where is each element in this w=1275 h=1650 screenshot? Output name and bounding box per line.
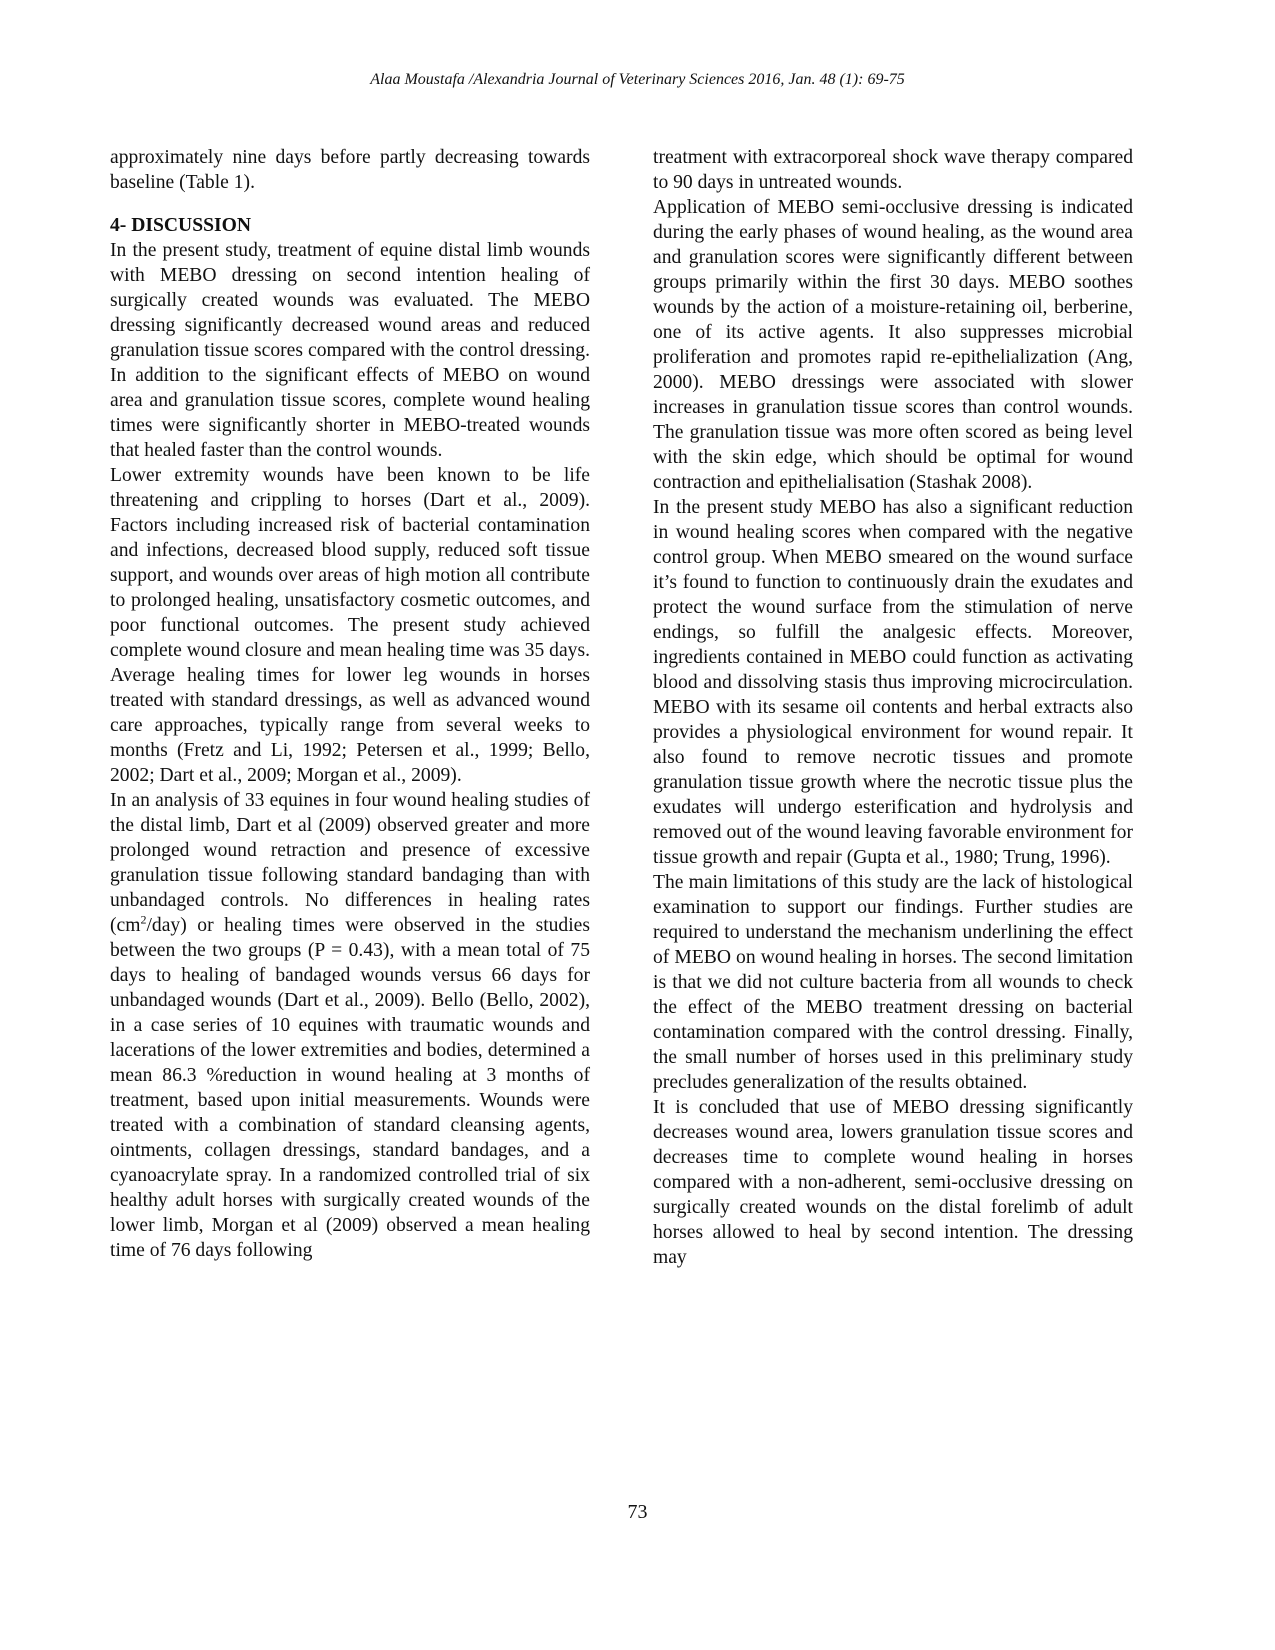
paragraph-text: In an analysis of 33 equines in four wound healing studies of the distal limb, Dart et al (2009) observed greater and more prolonged wound retraction and presence of excessive granulation tissue following standard bandaging than with unbandaged controls. No differences in healing rates (cm	[110, 790, 590, 936]
paragraph-continued: approximately nine days before partly decreasing towards baseline (Table 1).	[110, 147, 590, 193]
paragraph: In the present study MEBO has also a significant reduction in wound healing scores when compared with the negative control group. When MEBO smeared on the wound surface it’s found to function to continuously drain the exudates and protect the wound surface from the stimulation of nerve endings, so fulfill the analgesic effects. Moreover, ingredients contained in MEBO could function as activating blood and dissolving stasis thus improving microcirculation. MEBO with its sesame oil contents and herbal extracts also provides a physiological environment for wound repair. It also found to remove necrotic tissues and promote granulation tissue growth where the necrotic tissue plus the exudates will undergo esterification and hydrolysis and removed out of the wound leaving favorable environment for tissue growth and repair (Gupta et al., 1980; Trung, 1996).	[653, 497, 1133, 868]
paragraph: Lower extremity wounds have been known to be life threatening and crippling to horses (Dart et al., 2009). Factors including increased risk of bacterial contamination and infections, decreased blood supply, reduced soft tissue support, and wounds over areas of high motion all contribute to prolonged healing, unsatisfactory cosmetic outcomes, and poor functional outcomes. The present study achieved complete wound closure and mean healing time was 35 days. Average healing times for lower leg wounds in horses treated with standard dressings, as well as advanced wound care approaches, typically range from several weeks to months (Fretz and Li, 1992; Petersen et al., 1999; Bello, 2002; Dart et al., 2009; Morgan et al., 2009).	[110, 465, 590, 786]
superscript: 2	[140, 912, 147, 927]
paragraph: In the present study, treatment of equine distal limb wounds with MEBO dressing on second intention healing of surgically created wounds was evaluated. The MEBO dressing significantly decreased wound areas and reduced granulation tissue scores compared with the control dressing. In addition to the significant effects of MEBO on wound area and granulation tissue scores, complete wound healing times were significantly shorter in MEBO-treated wounds that healed faster than the control wounds.	[110, 240, 590, 461]
running-head: Alaa Moustafa /Alexandria Journal of Veterinary Sciences 2016, Jan. 48 (1): 69-75	[370, 71, 905, 88]
paragraph-continued: treatment with extracorporeal shock wave therapy compared to 90 days in untreated wounds.	[653, 147, 1133, 193]
paragraph: The main limitations of this study are the lack of histological examination to support our findings. Further studies are required to understand the mechanism underlining the effect of MEBO on wound healing in horses. The second limitation is that we did not culture bacteria from all wounds to check the effect of the MEBO treatment dressing on bacterial contamination compared with the control dressing. Finally, the small number of horses used in this preliminary study precludes generalization of the results obtained.	[653, 872, 1133, 1093]
paragraph-text: /day) or healing times were observed in the studies between the two groups (P = 0.43), with a mean total of 75 days to healing of bandaged wounds versus 66 days for unbandaged wounds (Dart et al., 2009). Bello (Bello, 2002), in a case series of 10 equines with traumatic wounds and lacerations of the lower extremities and bodies, determined a mean 86.3 %reduction in wound healing at 3 months of treatment, based upon initial measurements. Wounds were treated with a combination of standard cleansing agents, ointments, collagen dressings, standard bandages, and a cyanoacrylate spray. In a randomized controlled trial of six healthy adult horses with surgically created wounds of the lower limb, Morgan et al (2009) observed a mean healing time of 76 days following	[110, 915, 590, 1261]
left-column	[110, 145, 590, 1263]
right-column	[653, 145, 1133, 1270]
page-number: 73	[627, 1501, 648, 1523]
section-heading-discussion: 4- DISCUSSION	[110, 215, 252, 236]
paragraph: It is concluded that use of MEBO dressing significantly decreases wound area, lowers granulation tissue scores and decreases time to complete wound healing in horses compared with a non-adherent, semi-occlusive dressing on surgically created wounds on the distal forelimb of adult horses allowed to heal by second intention. The dressing may	[653, 1097, 1133, 1268]
paragraph	[110, 788, 590, 1263]
paragraph: Application of MEBO semi-occlusive dressing is indicated during the early phases of wound healing, as the wound area and granulation scores were significantly different between groups primarily within the first 30 days. MEBO soothes wounds by the action of a moisture-retaining oil, berberine, one of its active agents. It also suppresses microbial proliferation and promotes rapid re-epithelialization (Ang, 2000). MEBO dressings were associated with slower increases in granulation tissue scores than control wounds. The granulation tissue was more often scored as being level with the skin edge, which should be optimal for wound contraction and epithelialisation (Stashak 2008).	[653, 197, 1133, 493]
